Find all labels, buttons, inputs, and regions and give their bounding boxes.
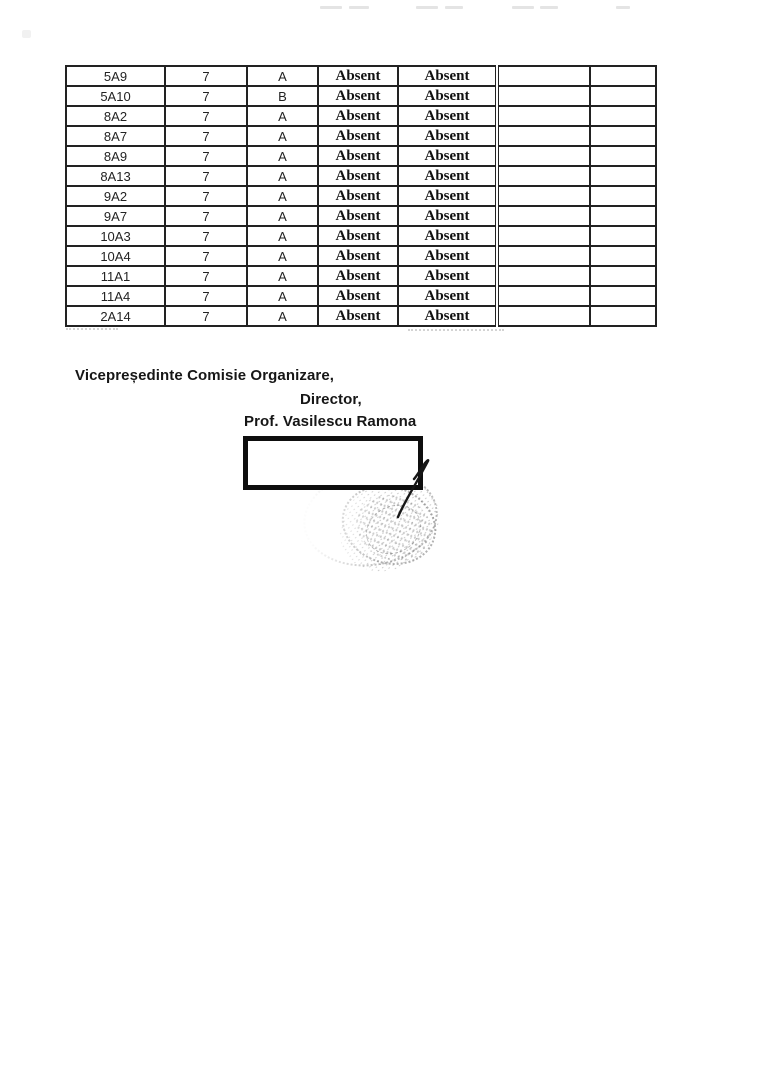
table-row [66,166,656,186]
table-cell: 8A2 [66,106,165,126]
table-cell: Absent [398,206,497,226]
table-cell: Absent [318,166,398,186]
table-cell: 10A4 [66,246,165,266]
scan-artifact-dash [616,6,630,9]
table-cell: Absent [398,66,497,86]
table-cell [497,306,590,326]
scan-artifact-line [408,329,504,331]
table-cell [497,186,590,206]
table-cell: Absent [318,286,398,306]
table-cell: Absent [398,306,497,326]
table-cell: 8A9 [66,146,165,166]
table-row [66,306,656,326]
table-cell: 7 [165,226,247,246]
scan-artifact-dash [320,6,342,9]
table-cell: Absent [318,266,398,286]
table-cell: Absent [318,306,398,326]
table-cell: 9A2 [66,186,165,206]
table-cell: B [247,86,318,106]
table-cell [590,166,656,186]
scan-artifact-dash [512,6,534,9]
pen-signature [390,452,438,524]
table-cell [590,246,656,266]
table-cell: A [247,166,318,186]
table-cell: A [247,206,318,226]
table-row [66,86,656,106]
table-cell: Absent [398,226,497,246]
table-cell: 7 [165,126,247,146]
table-cell: 7 [165,106,247,126]
table-cell: A [247,186,318,206]
table-cell: 5A10 [66,86,165,106]
table-cell [590,206,656,226]
table-cell: 7 [165,266,247,286]
table-cell: Absent [398,286,497,306]
table-cell: 11A4 [66,286,165,306]
scan-artifact-dash [349,6,369,9]
table-cell [497,126,590,146]
table-cell: 10A3 [66,226,165,246]
table-cell [590,286,656,306]
table-cell: Absent [398,106,497,126]
table-cell: 7 [165,286,247,306]
attendance-table [65,65,657,327]
table-cell [590,306,656,326]
table-cell: 8A13 [66,166,165,186]
table-cell: A [247,226,318,246]
table-row [66,206,656,226]
table-cell: 7 [165,86,247,106]
table-cell: 7 [165,306,247,326]
table-cell: Absent [318,66,398,86]
table-cell: 7 [165,186,247,206]
table-row [66,146,656,166]
table-cell: 8A7 [66,126,165,146]
table-cell [590,126,656,146]
table-cell [497,106,590,126]
scan-artifact-dash [540,6,558,9]
table-cell: A [247,286,318,306]
table-cell: Absent [398,146,497,166]
table-cell [590,186,656,206]
table-cell [497,286,590,306]
table-cell [590,146,656,166]
table-cell [497,166,590,186]
table-cell: Absent [318,86,398,106]
attendance-table-body [66,66,656,326]
table-cell [590,226,656,246]
table-cell: Absent [318,226,398,246]
table-cell [590,66,656,86]
table-row [66,66,656,86]
table-cell: 11A1 [66,266,165,286]
table-cell: Absent [318,246,398,266]
scan-artifact-dash [445,6,463,9]
table-cell [590,106,656,126]
scan-artifact-line [66,328,118,330]
table-cell: A [247,146,318,166]
director-name-line: Prof. Vasilescu Ramona [244,413,417,430]
table-row [66,286,656,306]
table-cell: 5A9 [66,66,165,86]
table-cell: Absent [398,86,497,106]
table-cell: Absent [318,106,398,126]
table-cell: Absent [318,126,398,146]
vicepresident-title-line: Vicepreședinte Comisie Organizare, [75,367,335,384]
scan-artifact-smudge [22,30,31,38]
table-cell: 7 [165,166,247,186]
table-cell: Absent [398,246,497,266]
table-row [66,186,656,206]
table-cell [497,226,590,246]
director-title-line: Director, [300,391,362,408]
scan-artifact-dash [416,6,438,9]
table-cell: A [247,246,318,266]
table-cell: A [247,106,318,126]
table-cell [497,206,590,226]
table-cell: Absent [398,266,497,286]
table-cell: Absent [318,206,398,226]
table-cell [497,66,590,86]
table-row [66,226,656,246]
pen-signature-stroke [398,460,428,517]
table-cell: Absent [318,186,398,206]
table-cell: Absent [398,126,497,146]
table-cell: 7 [165,206,247,226]
table-cell: A [247,66,318,86]
table-cell: A [247,306,318,326]
table-cell: A [247,266,318,286]
table-cell: 7 [165,246,247,266]
table-cell: Absent [398,186,497,206]
table-cell: 9A7 [66,206,165,226]
table-cell [590,86,656,106]
table-row [66,106,656,126]
table-cell: Absent [398,166,497,186]
table-cell [497,86,590,106]
table-cell [497,246,590,266]
table-cell: 7 [165,66,247,86]
table-cell [497,146,590,166]
table-cell: 2A14 [66,306,165,326]
table-row [66,126,656,146]
table-cell [497,266,590,286]
table-cell: Absent [318,146,398,166]
table-row [66,246,656,266]
table-cell: 7 [165,146,247,166]
table-cell: A [247,126,318,146]
table-cell [590,266,656,286]
table-row [66,266,656,286]
